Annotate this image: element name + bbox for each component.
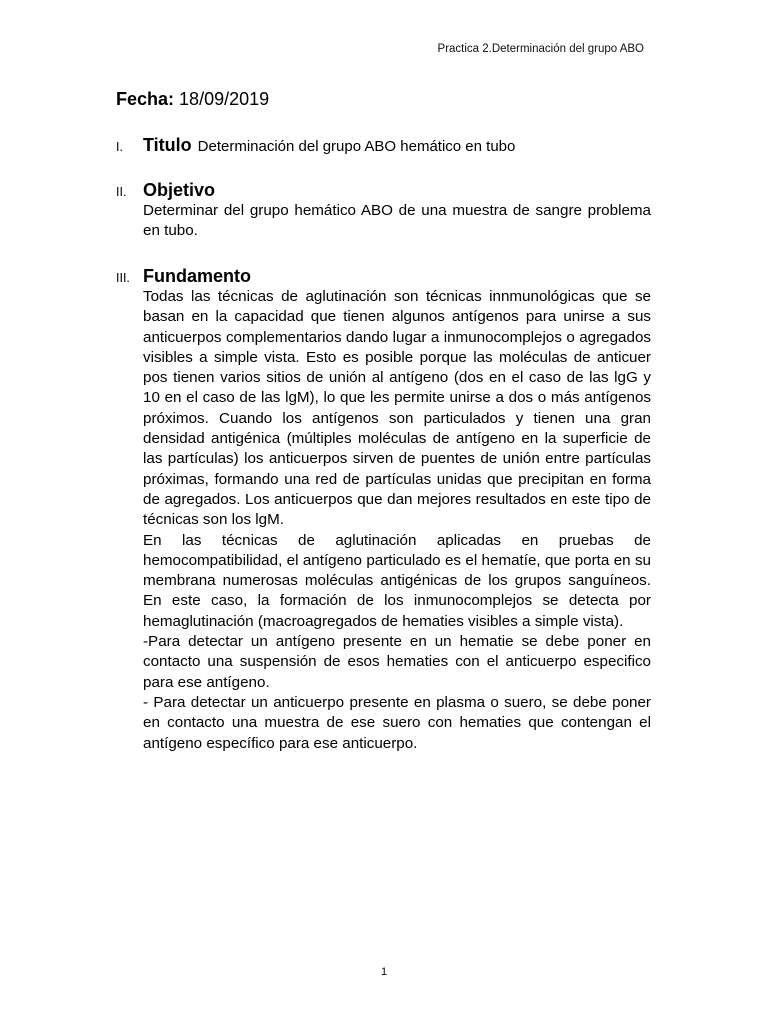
section-body	[143, 287, 651, 754]
section-title: Fundamento	[143, 266, 251, 286]
section-subtitle: Determinación del grupo ABO hemático en tubo	[197, 138, 516, 155]
section-title: Titulo	[143, 135, 192, 155]
date-line	[116, 89, 269, 110]
date-value: 18/09/2019	[179, 89, 270, 109]
paragraph: -Para detectar un antígeno presente en un hematie se debe poner en contacto una suspensión de esos hematies con el anticuerpo especifico para ese antígeno.	[143, 633, 651, 691]
page-number: 1	[380, 966, 388, 978]
section-objetivo	[116, 180, 656, 242]
running-header: Practica 2.Determinación del grupo ABO	[437, 43, 644, 55]
paragraph: Determinar del grupo hemático ABO de una muestra de sangre problema en tubo.	[143, 202, 651, 240]
section-body	[143, 201, 651, 242]
date-label: Fecha:	[116, 89, 175, 109]
section-title: Objetivo	[143, 180, 216, 200]
paragraph: - Para detectar un anticuerpo presente en plasma o suero, se debe poner en contacto una muestra de ese suero con hematies que contengan el antígeno específico para ese anticuerpo.	[143, 693, 651, 752]
section-number: III.	[116, 271, 130, 285]
section-titulo	[116, 135, 656, 156]
section-fundamento	[116, 266, 656, 754]
section-number: II.	[116, 185, 127, 199]
paragraph: En las técnicas de aglutinación aplicadas en pruebas de hemocompatibilidad, el antígeno particulado es el hematíe, que porta en su membrana numerosas moléculas antigénicas de los grupos sanguíneos. En este caso, la formación de los inmunocomplejos se detecta por hemaglutinación (macroagregados de hematies visibles a simple vista).	[143, 531, 651, 630]
paragraph: Todas las técnicas de aglutinación son técnicas innmunológicas que se basan en la capacidad que tienen algunos antígenos para unirse a sus anticuerpos complementarios dando lugar a inmunocomplejos o agregados visibles a simple vista. Esto es posible porque las moléculas de anticuer pos tienen varios sitios de unión al antígeno (dos en el caso de las lgG y 10 en el caso de las lgM), lo que les permite unirse a dos o más antígenos próximos. Cuando los antígenos son particulados y tienen una gran densidad antigénica (múltiples moléculas de antígeno en la superficie de las partículas) los anticuerpos sirven de puentes de unión entre partículas próximas, formando una red de partículas unidas que precipitan en forma de agregados. Los anticuerpos que dan mejores resultados en este tipo de técnicas son los lgM.	[143, 288, 651, 529]
section-number: I.	[116, 140, 123, 154]
